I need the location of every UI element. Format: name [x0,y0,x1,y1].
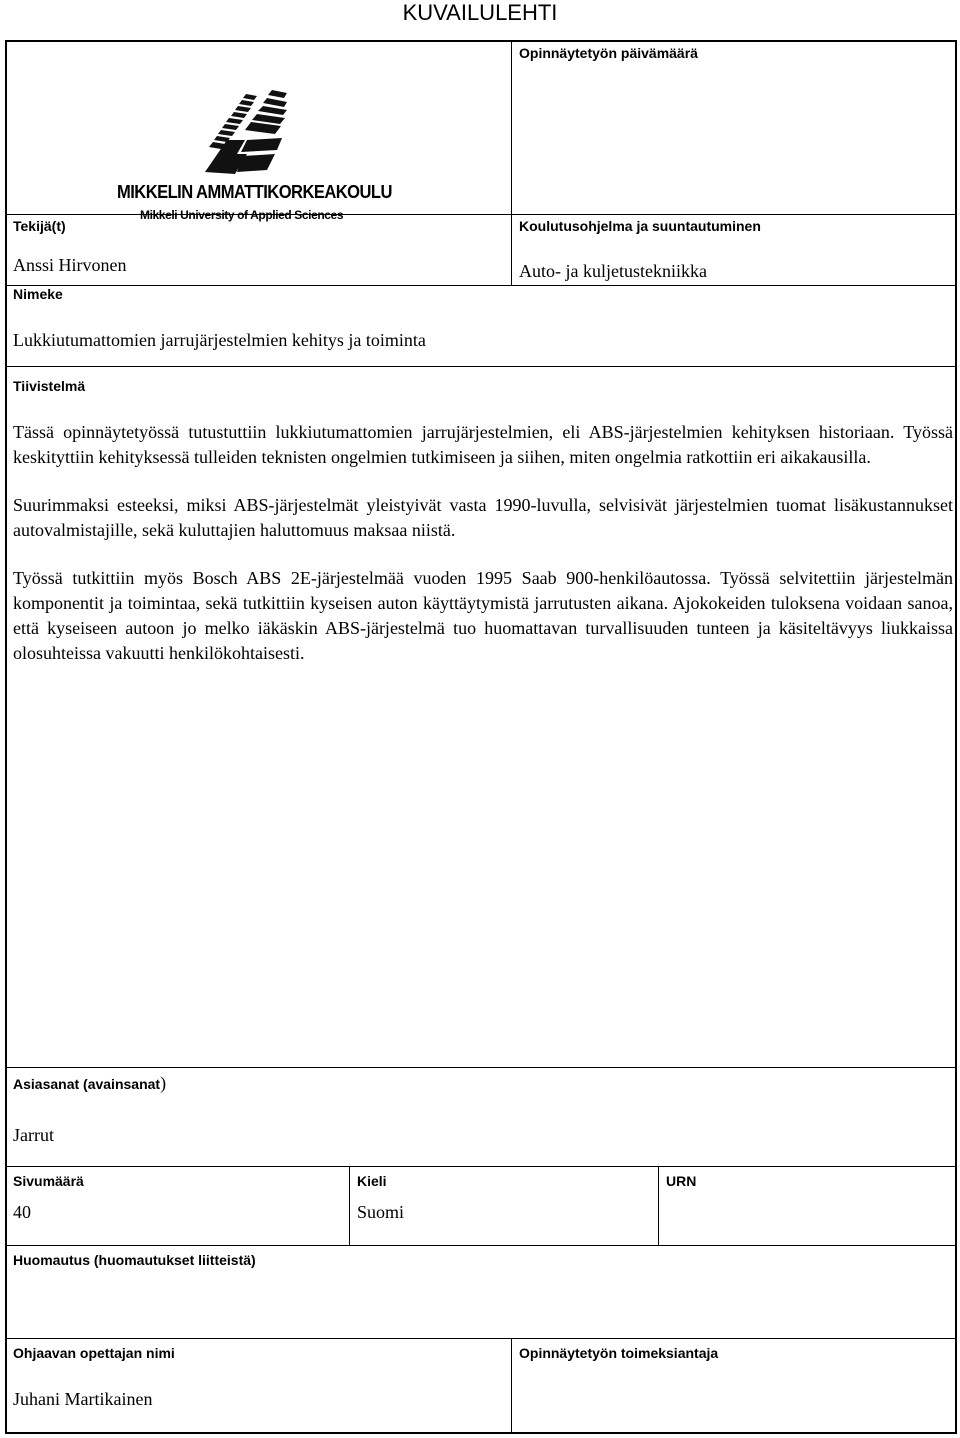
urn-label: URN [666,1173,697,1189]
language-value: Suomi [357,1202,405,1222]
commissioner-label: Opinnäytetyön toimeksiantaja [519,1345,719,1361]
divider-under-logo [7,214,955,215]
divider-vertical-top [511,42,512,285]
divider-pages-language [349,1166,350,1245]
abstract-paragraph: Työssä tutkittiin myös Bosch ABS 2E-järjestelmää vuoden 1995 Saab 900-henkilöautossa. Työssä selvitettiin järjestelmän komponentit ja toimintaa, sekä tutkittiin kyseisen auton käyttäytymistä jarrutusten aikana. Ajokokeiden tuloksena voidaan sanoa, että kyseiseen autoon jo melko iäkäskin ABS-järjestelmä tuo huomattavan turvallisuuden tunteen ja käsiteltävyys liukkaissa olosuhteissa vakuutti henkilökohtaisesti. [13,568,953,663]
divider-above-keywords [7,1067,955,1068]
programme-value: Auto- ja kuljetustekniikka [519,261,707,281]
remarks-label: Huomautus (huomautukset liitteistä) [13,1252,256,1268]
abstract-label: Tiivistelmä [13,378,86,394]
supervisor-label: Ohjaavan opettajan nimi [13,1345,175,1361]
language-label: Kieli [357,1173,387,1189]
abstract-paragraph: Tässä opinnäytetyössä tutustuttiin lukkiutumattomien jarrujärjestelmien, eli ABS-järjestelmien kehityksen historiaan. Työssä keskityttiin kehityksessä tulleiden teknisten ongelmien tutkimiseen ja siihen, miten ongelmia ratkottiin eri aikakausilla. [13,422,953,467]
document-title: KUVAILULEHTI [402,0,558,25]
programme-label: Koulutusohjelma ja suuntautuminen [519,218,761,234]
authors-value: Anssi Hirvonen [13,255,127,275]
keywords-value: Jarrut [13,1125,54,1145]
date-label: Opinnäytetyön päivämäärä [519,45,698,61]
title-value: Lukkiutumattomien jarrujärjestelmien kehitys ja toiminta [13,330,426,350]
divider-language-urn [658,1166,659,1245]
keywords-label [13,1075,166,1092]
university-logo-icon [117,82,367,182]
logo-name: MIKKELIN AMMATTIKORKEAKOULU [117,182,392,202]
divider-under-title [7,366,955,367]
keywords-label-paren: ) [160,1073,167,1093]
pages-label: Sivumäärä [13,1173,84,1189]
description-form [5,40,957,1434]
divider-above-pages [7,1166,955,1167]
logo-subtitle: Mikkeli University of Applied Sciences [140,208,344,222]
divider-supervisor-commissioner [511,1338,512,1432]
authors-label: Tekijä(t) [13,218,66,234]
title-label: Nimeke [13,286,63,302]
divider-under-authors [7,285,955,286]
abstract-text [13,420,953,689]
keywords-label-text: Asiasanat (avainsanat [13,1076,161,1092]
divider-above-supervisor [7,1338,955,1339]
university-logo [117,82,392,227]
supervisor-value: Juhani Martikainen [13,1389,153,1409]
pages-value: 40 [13,1202,31,1222]
divider-above-remarks [7,1245,955,1246]
abstract-paragraph: Suurimmaksi esteeksi, miksi ABS-järjestelmät yleistyivät vasta 1990-luvulla, selvisivät järjestelmien tuomat lisäkustannukset autovalmistajille, sekä kuluttajien haluttomuus maksaa niistä. [13,495,953,540]
